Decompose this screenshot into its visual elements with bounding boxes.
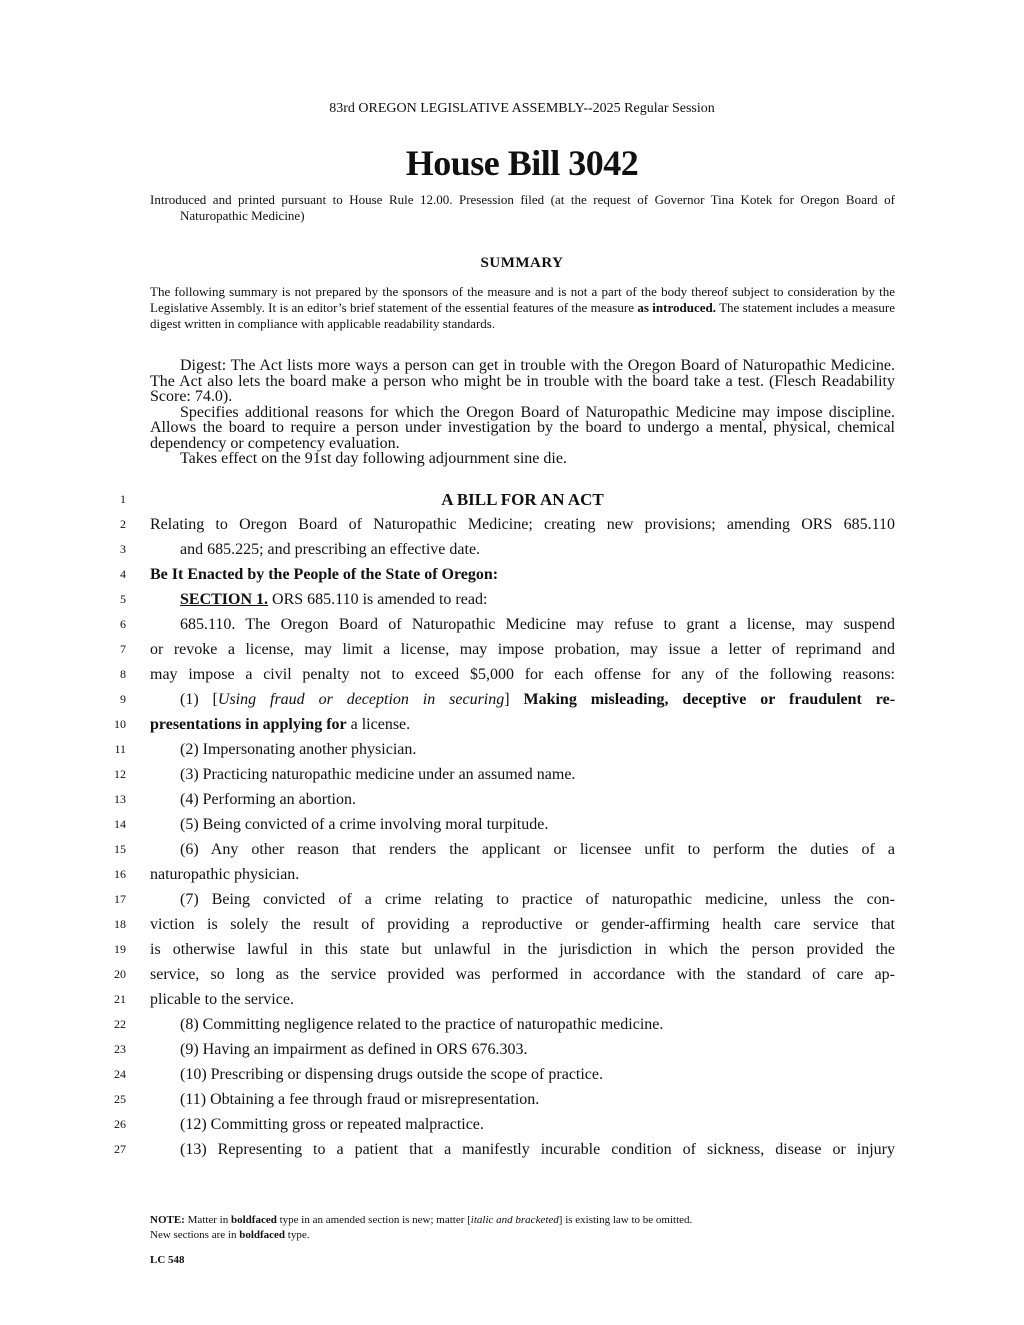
lc-number: LC 548 xyxy=(150,1254,185,1266)
digest-paragraph: Digest: The Act lists more ways a person can get in trouble with the Oregon Board of Naturopathic Medicine. The Act also lets the board make a person who might be in trouble with the board take a test. (Flesch Readability Score: 74.0). xyxy=(150,357,895,405)
line-text: service, so long as the service provided was performed in accordance with the standard of care ap- xyxy=(150,966,895,983)
section-label: SECTION 1. xyxy=(180,591,269,608)
line-text: (4) Performing an abortion. xyxy=(180,791,356,808)
line-number: 15 xyxy=(114,842,126,856)
bill-line xyxy=(0,612,1024,637)
summary-text xyxy=(150,284,895,332)
bill-line xyxy=(0,987,1024,1012)
line-number: 8 xyxy=(120,667,126,681)
line-number: 21 xyxy=(114,992,126,1006)
bill-line xyxy=(0,812,1024,837)
line-number: 19 xyxy=(114,942,126,956)
bill-line xyxy=(0,1137,1024,1162)
line-number: 18 xyxy=(114,917,126,931)
bill-line xyxy=(0,537,1024,562)
bill-line xyxy=(0,487,1024,512)
line-text-part: ORS 685.110 is amended to read: xyxy=(268,591,488,608)
footer-note xyxy=(150,1213,910,1243)
line-text: (3) Practicing naturopathic medicine under an assumed name. xyxy=(180,766,576,783)
summary-heading: SUMMARY xyxy=(480,255,564,271)
line-text: (11) Obtaining a fee through fraud or misrepresentation. xyxy=(180,1091,540,1108)
line-number: 14 xyxy=(114,817,126,831)
line-number: 7 xyxy=(120,642,126,656)
summary-text-part: The statement includes a measure digest written in compliance with applicable readability standards. xyxy=(150,300,896,331)
note-bold: boldfaced xyxy=(230,1214,277,1226)
digest-paragraph: Specifies additional reasons for which the Oregon Board of Naturopathic Medicine may impose discipline. Allows the board to require a person under investigation by the board to undergo a mental, physical, chemical dependency or competency evaluation. xyxy=(150,403,895,452)
new-text: Making misleading, deceptive or fraudulent re- xyxy=(523,691,896,708)
line-number: 6 xyxy=(120,617,126,631)
bill-line xyxy=(0,762,1024,787)
line-text-part: a license. xyxy=(346,716,411,733)
bill-heading: A BILL FOR AN ACT xyxy=(441,490,604,509)
note-bold: boldfaced xyxy=(239,1229,286,1241)
line-number: 4 xyxy=(120,567,126,581)
line-text: (6) Any other reason that renders the applicant or licensee unfit to perform the duties of a xyxy=(180,841,895,858)
bill-line xyxy=(0,662,1024,687)
line-text: Relating to Oregon Board of Naturopathic Medicine; creating new provisions; amending ORS 685.110 xyxy=(150,516,895,533)
bill-line xyxy=(0,1112,1024,1137)
line-text: (9) Having an impairment as defined in ORS 676.303. xyxy=(180,1041,528,1058)
bill-title: House Bill 3042 xyxy=(405,143,639,183)
line-text: (10) Prescribing or dispensing drugs outside the scope of practice. xyxy=(180,1066,604,1083)
line-number: 1 xyxy=(120,492,126,506)
session-header: 83rd OREGON LEGISLATIVE ASSEMBLY--2025 Regular Session xyxy=(329,101,715,116)
bill-line xyxy=(0,787,1024,812)
note-text: New sections are in xyxy=(150,1229,240,1241)
bill-line xyxy=(0,1087,1024,1112)
line-number: 26 xyxy=(114,1117,126,1131)
bill-line xyxy=(0,862,1024,887)
note-text: type in an amended section is new; matter [ xyxy=(276,1214,471,1226)
line-text-part: (1) [ xyxy=(180,691,218,708)
line-number: 13 xyxy=(114,792,126,806)
line-number: 24 xyxy=(114,1067,126,1081)
line-text: (8) Committing negligence related to the practice of naturopathic medicine. xyxy=(180,1016,664,1033)
line-number: 10 xyxy=(114,717,126,731)
note-label: NOTE: xyxy=(150,1214,185,1226)
line-text xyxy=(150,687,895,712)
line-number: 22 xyxy=(114,1017,126,1031)
line-number: 27 xyxy=(114,1142,126,1156)
line-text: 685.110. The Oregon Board of Naturopathic Medicine may refuse to grant a license, may suspend xyxy=(180,616,895,633)
line-text: (7) Being convicted of a crime relating to practice of naturopathic medicine, unless the con- xyxy=(180,891,895,908)
note-line xyxy=(150,1228,910,1243)
line-number: 3 xyxy=(120,542,126,556)
bill-line xyxy=(0,1012,1024,1037)
bill-line xyxy=(0,962,1024,987)
introduction-statement: Introduced and printed pursuant to House Rule 12.00. Presession filed (at the request of Governor Tina Kotek for Oregon Board of Naturopathic Medicine) xyxy=(150,192,895,223)
bill-line xyxy=(0,512,1024,537)
line-number: 11 xyxy=(114,742,126,756)
bill-line xyxy=(0,1037,1024,1062)
bill-line xyxy=(0,637,1024,662)
enacting-clause: Be It Enacted by the People of the State of Oregon: xyxy=(150,566,499,583)
line-number: 2 xyxy=(120,517,126,531)
line-number: 12 xyxy=(114,767,126,781)
line-text: may impose a civil penalty not to exceed $5,000 for each offense for any of the following reasons: xyxy=(150,666,895,683)
line-text xyxy=(150,712,895,737)
digest xyxy=(150,358,895,467)
line-text: (2) Impersonating another physician. xyxy=(180,741,417,758)
summary-text-part: The following summary is not prepared by the sponsors of the measure and is not a part of the body thereof subject to consideration by the Legislative Assembly. It is an editor’s brief statement of the essential features of the measure xyxy=(150,284,895,315)
note-text: Matter in xyxy=(184,1214,231,1226)
line-text-part: ] xyxy=(504,691,524,708)
new-text: presentations in applying for xyxy=(150,716,347,733)
line-number: 5 xyxy=(120,592,126,606)
line-number: 9 xyxy=(120,692,126,706)
line-number: 17 xyxy=(114,892,126,906)
line-text: naturopathic physician. xyxy=(150,866,300,883)
bill-line xyxy=(0,737,1024,762)
bill-line xyxy=(0,712,1024,737)
line-number: 23 xyxy=(114,1042,126,1056)
bill-line xyxy=(0,1062,1024,1087)
bill-line xyxy=(0,587,1024,612)
line-text: plicable to the service. xyxy=(150,991,294,1008)
line-text xyxy=(150,587,895,612)
bill-line xyxy=(0,562,1024,587)
bill-line xyxy=(0,687,1024,712)
note-text: type. xyxy=(285,1229,310,1241)
line-text: or revoke a license, may limit a license, may impose probation, may issue a letter of reprimand and xyxy=(150,641,895,658)
deleted-text: Using fraud or deception in securing xyxy=(217,691,505,708)
line-text: viction is solely the result of providing a reproductive or gender-affirming health care service that xyxy=(150,916,895,933)
bill-line xyxy=(0,887,1024,912)
note-text: ] is existing law to be omitted. xyxy=(558,1214,693,1226)
digest-paragraph: Takes effect on the 91st day following adjournment sine die. xyxy=(180,450,567,467)
line-text: (5) Being convicted of a crime involving moral turpitude. xyxy=(180,816,549,833)
line-number: 20 xyxy=(114,967,126,981)
note-line xyxy=(150,1213,910,1228)
line-text: (13) Representing to a patient that a manifestly incurable condition of sickness, disease or injury xyxy=(180,1141,895,1158)
bill-line xyxy=(0,837,1024,862)
bill-line xyxy=(0,912,1024,937)
line-number: 25 xyxy=(114,1092,126,1106)
note-italic: italic and bracketed xyxy=(470,1214,559,1226)
line-text: and 685.225; and prescribing an effective date. xyxy=(180,541,481,558)
summary-text-bold: as introduced. xyxy=(637,300,716,315)
line-text: (12) Committing gross or repeated malpractice. xyxy=(180,1116,484,1133)
line-text: is otherwise lawful in this state but unlawful in the jurisdiction in which the person provided the xyxy=(150,941,895,958)
bill-line xyxy=(0,937,1024,962)
line-number: 16 xyxy=(114,867,126,881)
